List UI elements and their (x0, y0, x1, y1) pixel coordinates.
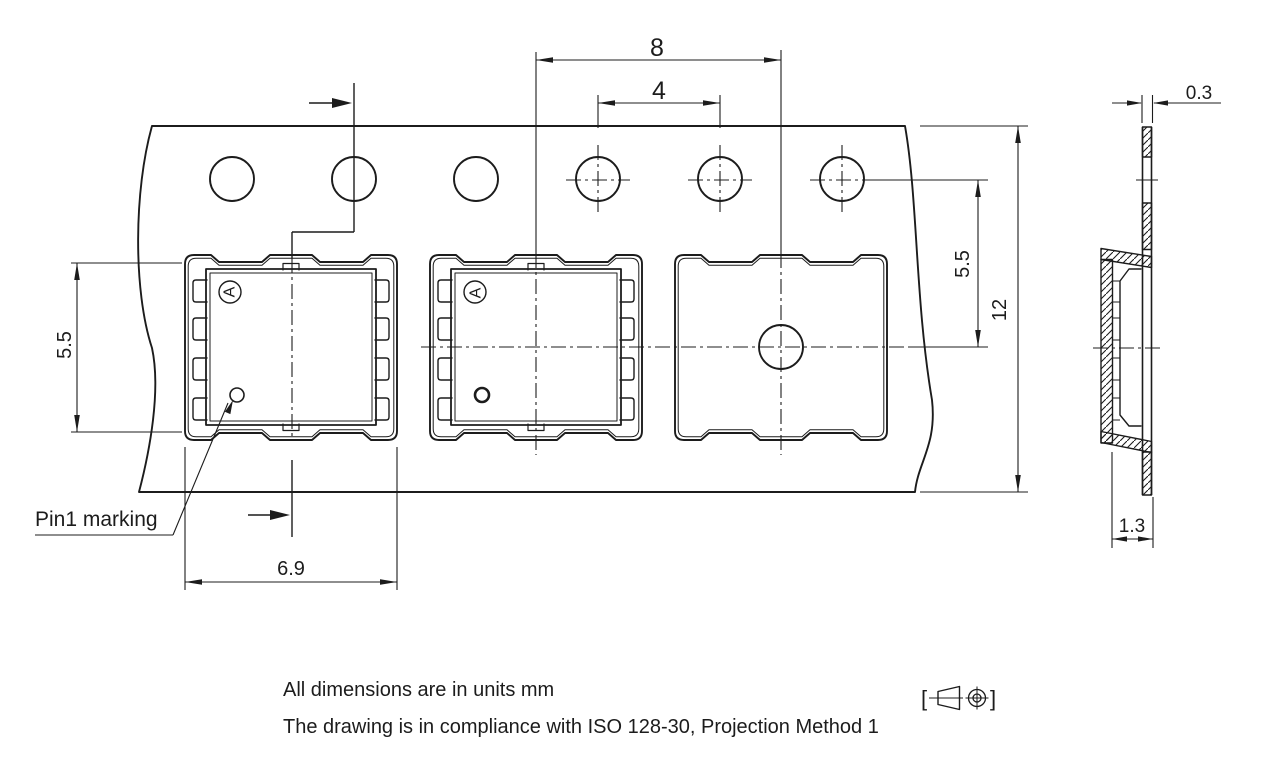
component-lead-left (438, 358, 452, 380)
dim-arrowhead (380, 579, 397, 585)
note-iso-compliance: The drawing is in compliance with ISO 128-30, Projection Method 1 (283, 716, 879, 738)
dim-sprocket-pitch-label: 4 (652, 77, 666, 105)
dim-arrowhead (536, 57, 553, 63)
projection-bracket-close: ] (990, 686, 997, 711)
tape-right-break-line (905, 126, 933, 492)
dim-arrowhead (703, 100, 720, 106)
dim-component-size-label: 5.5 (54, 331, 76, 359)
pin1-marking-dot (230, 388, 244, 402)
pocket-side-wall (1101, 260, 1113, 444)
component-lead-right (620, 358, 634, 380)
dim-arrowhead (764, 57, 781, 63)
component-lead-right (620, 398, 634, 420)
dim-arrowhead (975, 330, 981, 347)
dim-tape-thickness-label: 0.3 (1185, 83, 1213, 104)
component-lead-right (375, 358, 389, 380)
component-lead-left (438, 398, 452, 420)
dim-arrowhead (185, 579, 202, 585)
dim-tape-width-label: 12 (989, 298, 1011, 322)
dim-arrowhead (1127, 100, 1142, 105)
component-lead-right (375, 280, 389, 302)
dim-pocket-pitch-label: 8 (650, 34, 664, 62)
pin1-marking-label: Pin1 marking (35, 508, 158, 531)
dim-arrowhead (1138, 536, 1153, 541)
pin1-marking-dot (475, 388, 489, 402)
component-a-marking-1: A (221, 286, 239, 298)
sprocket-hole (210, 157, 254, 201)
section-arrow-bottom (270, 510, 290, 520)
dim-arrowhead (975, 180, 981, 197)
component-lead-left (193, 358, 207, 380)
component-lead-left (193, 318, 207, 340)
component-lead-right (375, 398, 389, 420)
pin1-leader-line (173, 403, 228, 535)
dim-pocket-depth-label: 1.3 (1118, 516, 1146, 537)
section-arrow-top (332, 98, 352, 108)
tape-section-hatch-mid (1143, 203, 1152, 250)
pocket-flange-bottom (1101, 432, 1152, 453)
dim-arrowhead (1015, 126, 1021, 143)
component-lead-right (620, 318, 634, 340)
tape-left-break-line (138, 126, 155, 492)
dim-arrowhead (598, 100, 615, 106)
component-lead-left (438, 280, 452, 302)
dim-arrowhead (74, 415, 80, 432)
component-lead-left (438, 318, 452, 340)
projection-bracket-open: [ (921, 686, 928, 711)
tape-section-hatch-top (1143, 127, 1152, 157)
dim-arrowhead (1015, 475, 1021, 492)
pocket-inner-line (188, 258, 394, 437)
component-lead-right (375, 318, 389, 340)
sprocket-hole (454, 157, 498, 201)
component-lead-right (620, 280, 634, 302)
dim-arrowhead (1153, 100, 1168, 105)
pocket-outline (185, 255, 397, 440)
dim-arrowhead (1112, 536, 1127, 541)
component-lead-left (193, 280, 207, 302)
note-units: All dimensions are in units mm (283, 679, 555, 701)
component-a-marking-2: A (467, 287, 485, 299)
tape-section-hatch-bottom (1143, 452, 1152, 495)
drawing-linework (35, 50, 1221, 710)
dim-sprocket-to-pocket-label: 5.5 (952, 250, 974, 278)
component-lead-left (193, 398, 207, 420)
dim-arrowhead (74, 263, 80, 280)
dim-pocket-width-label: 6.9 (277, 558, 305, 580)
